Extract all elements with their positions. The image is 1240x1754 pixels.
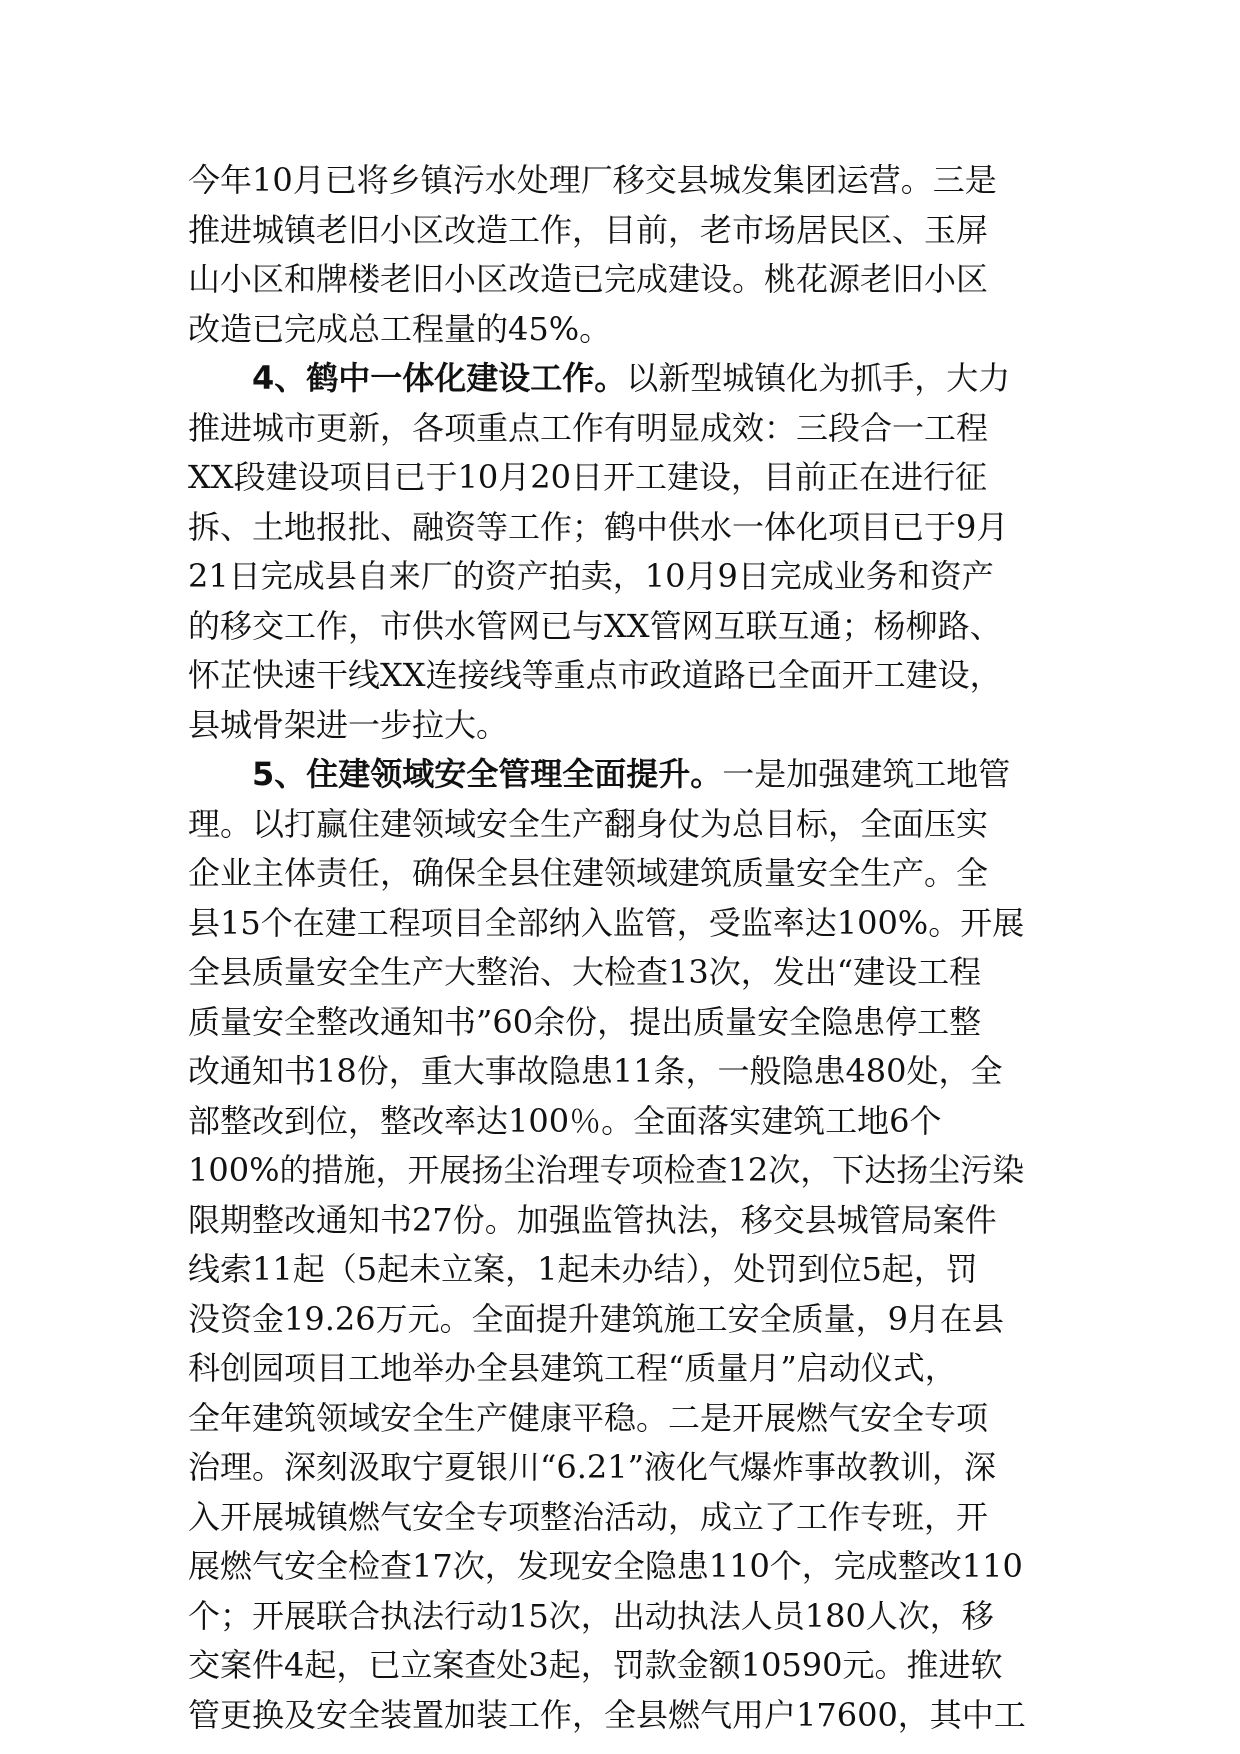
text-line: 怀芷快速干线XX连接线等重点市政道路已全面开工建设， bbox=[188, 656, 1002, 694]
section-4-lead-text: 以新型城镇化为抓手，大力 bbox=[626, 359, 1011, 397]
text-line: 展燃气安全检查17次，发现安全隐患110个，完成整改110 bbox=[188, 1547, 1023, 1585]
body-text bbox=[188, 156, 1058, 1740]
text-line: 理。以打赢住建领域安全生产翻身仗为总目标，全面压实 bbox=[188, 804, 989, 843]
section-4-paragraph bbox=[188, 354, 1058, 750]
section-4-first-line bbox=[188, 354, 1058, 404]
text-line: 拆、土地报批、融资等工作；鹤中供水一体化项目已于9月 bbox=[188, 507, 1009, 546]
text-line: XX段建设项目已于10月20日开工建设，目前正在进行征 bbox=[188, 458, 988, 496]
text-line: 质量安全整改通知书”60余份，提出质量安全隐患停工整 bbox=[188, 1002, 982, 1041]
section-5-lead-text: 一是加强建筑工地管 bbox=[722, 755, 1011, 793]
text-line: 限期整改通知书27份。加强监管执法，移交县城管局案件 bbox=[188, 1200, 997, 1239]
section-4-heading: 4、鹤中一体化建设工作。 bbox=[252, 359, 627, 397]
text-line: 改通知书18份，重大事故隐患11条，一般隐患480处，全 bbox=[188, 1052, 1003, 1090]
text-line: 推进城市更新，各项重点工作有明显成效：三段合一工程 bbox=[188, 408, 989, 447]
text-line: 的移交工作，市供水管网已与XX管网互联互通；杨柳路、 bbox=[188, 606, 1002, 645]
text-line: 科创园项目工地举办全县建筑工程“质量月”启动仪式， bbox=[188, 1349, 957, 1387]
text-line: 县城骨架进一步拉大。 bbox=[188, 705, 509, 744]
text-line: 全年建筑领域安全生产健康平稳。二是开展燃气安全专项 bbox=[188, 1398, 989, 1437]
paragraph-continuation bbox=[188, 156, 1058, 354]
text-line: 线索11起（5起未立案，1起未办结），处罚到位5起，罚 bbox=[188, 1250, 978, 1288]
text-line: 没资金19.26万元。全面提升建筑施工安全质量，9月在县 bbox=[188, 1299, 1004, 1338]
text-line: 个；开展联合执法行动15次，出动执法人员180人次，移 bbox=[188, 1596, 994, 1635]
text-line: 21日完成县自来厂的资产拍卖，10月9日完成业务和资产 bbox=[188, 557, 994, 595]
text-line: 入开展城镇燃气安全专项整治活动，成立了工作专班，开 bbox=[188, 1497, 989, 1536]
text-line: 县15个在建工程项目全部纳入监管，受监率达100%。开展 bbox=[188, 903, 1025, 942]
text-line: 改造已完成总工程量的45%。 bbox=[188, 309, 612, 348]
text-line: 治理。深刻汲取宁夏银川“6.21”液化气爆炸事故教训，深 bbox=[188, 1448, 996, 1486]
section-5-paragraph bbox=[188, 750, 1058, 1740]
text-line: 今年10月已将乡镇污水处理厂移交县城发集团运营。三是 bbox=[188, 161, 997, 199]
text-line: 推进城镇老旧小区改造工作，目前，老市场居民区、玉屏 bbox=[188, 210, 989, 249]
text-line: 全县质量安全生产大整治、大检查13次，发出“建设工程 bbox=[188, 953, 982, 991]
section-5-first-line bbox=[188, 750, 1058, 800]
text-line: 部整改到位，整改率达100％。全面落实建筑工地6个 bbox=[188, 1101, 942, 1140]
text-line: 交案件4起，已立案查处3起，罚款金额10590元。推进软 bbox=[188, 1646, 1003, 1684]
section-5-heading: 5、住建领域安全管理全面提升。 bbox=[252, 755, 723, 793]
text-line: 企业主体责任，确保全县住建领域建筑质量安全生产。全 bbox=[188, 854, 989, 892]
text-line: 山小区和牌楼老旧小区改造已完成建设。桃花源老旧小区 bbox=[188, 260, 989, 298]
text-line: 管更换及安全装置加装工作，全县燃气用户17600，其中工 bbox=[188, 1695, 1026, 1734]
text-line: 100%的措施，开展扬尘治理专项检查12次，下达扬尘污染 bbox=[188, 1151, 1025, 1189]
